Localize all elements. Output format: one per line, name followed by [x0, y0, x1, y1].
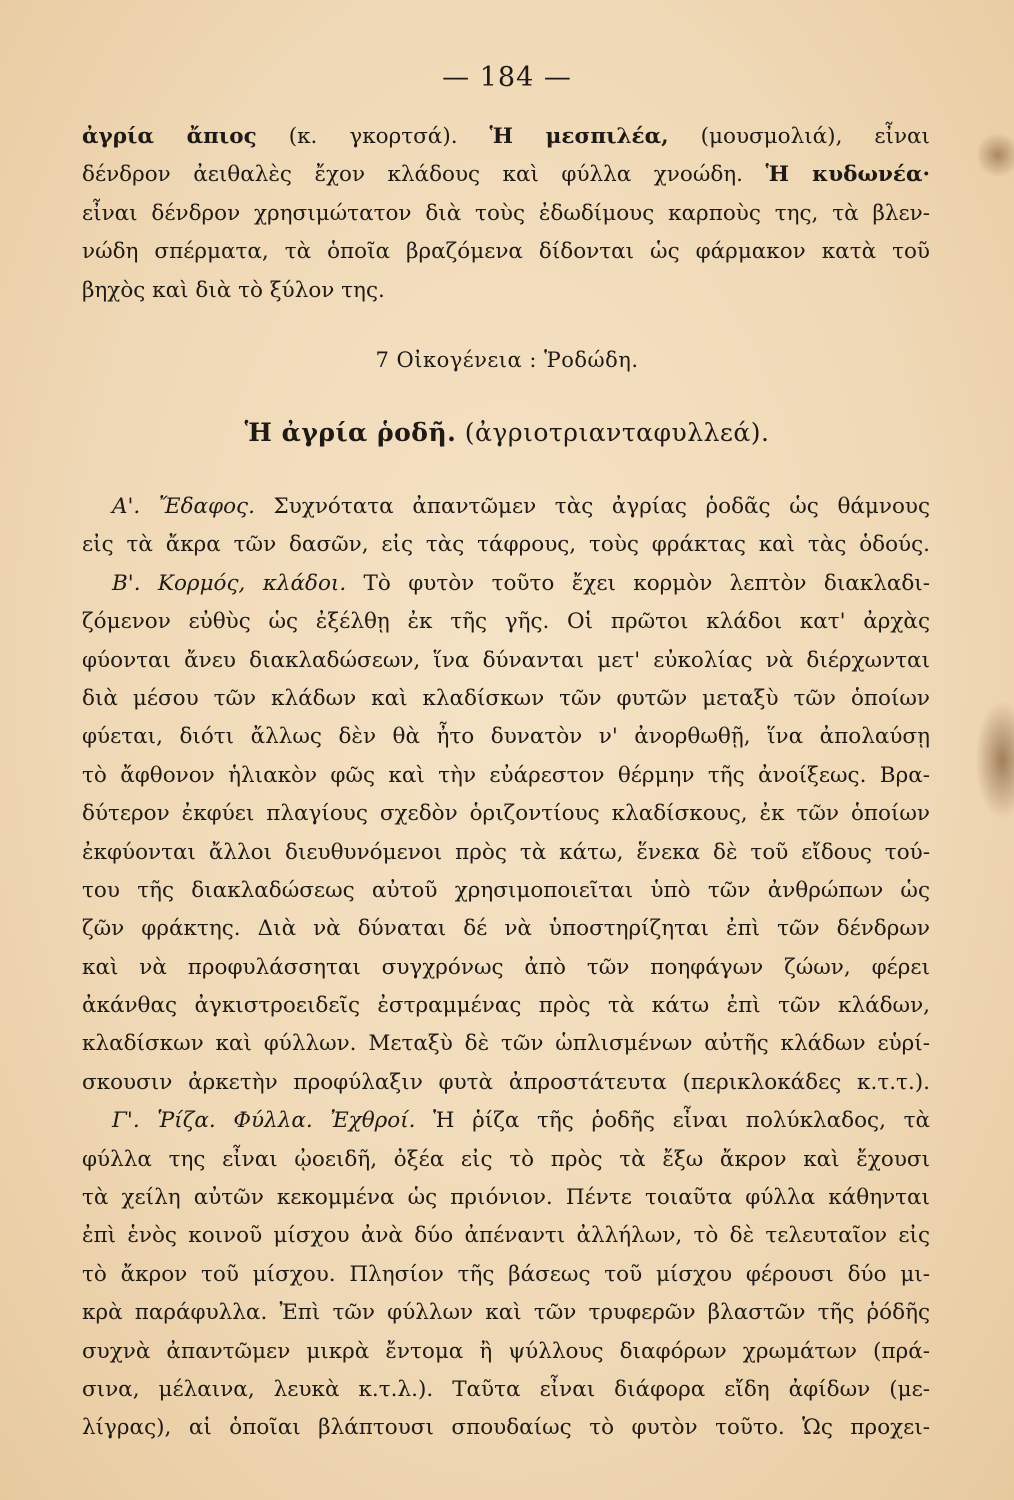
text-run: σκουσιν ἀρκετὴν προφύλαξιν φυτὰ ἀπροστάτευτα (περικλοκάδες κ.τ.τ.).: [82, 1069, 930, 1095]
text-run: φύονται ἄνευ διακλαδώσεων, ἵνα δύνανται μετ' εὐκολίας νὰ διέρχωνται: [82, 647, 930, 673]
text-run: ζῶν φράκτης. Διὰ νὰ δύναται δέ νὰ ὑποστηρίζηται ἐπὶ τῶν δένδρων: [82, 916, 930, 942]
text-run: τὰ χείλη αὐτῶν κεκομμένα ὡς πριόνιον. Πέντε τοιαῦτα φύλλα κάθηνται: [82, 1185, 930, 1211]
text-line: [82, 757, 930, 795]
bold-term: Ἡ κυδωνέα·: [765, 162, 930, 188]
text-line: [82, 1217, 930, 1255]
page-number: — 184 —: [442, 62, 572, 93]
text-line: [82, 1294, 930, 1332]
text-run: δύτερον ἐκφύει πλαγίους σχεδὸν ὁριζοντίους κλαδίσκους, ἐκ τῶν ὁποίων: [82, 801, 930, 827]
text-line: [82, 1179, 930, 1217]
text-run: ζόμενον εὐθὺς ὡς ἐξέλθῃ ἐκ τῆς γῆς. Οἱ πρῶτοι κλάδοι κατ' ἀρχὰς: [82, 609, 930, 635]
italic-heading: Β'. Κορμός, κλάδοι.: [112, 570, 347, 596]
text-line: [82, 272, 930, 310]
text-line: [82, 1333, 930, 1371]
text-run: ἐπὶ ἑνὸς κοινοῦ μίσχου ἀνὰ δύο ἀπέναντι ἀλλήλων, τὸ δὲ τελευταῖον εἰς: [82, 1223, 930, 1249]
text-run: Ἡ ῥίζα τῆς ῥοδῆς εἶναι πολύκλαδος, τὰ: [415, 1108, 930, 1134]
text-line: [82, 1141, 930, 1179]
text-line: [82, 1409, 930, 1447]
text-line: [82, 118, 930, 156]
text-run: τὸ ἄφθονον ἡλιακὸν φῶς καὶ τὴν εὐάρεστον θέρμην τῆς ἀνοίξεως. Βρα-: [82, 762, 930, 788]
text-run: δένδρον ἀειθαλὲς ἔχον κλάδους καὶ φύλλα χνοώδη.: [82, 162, 766, 188]
text-run: συχνὰ ἀπαντῶμεν μικρὰ ἔντομα ἢ ψύλλους διαφόρων χρωμάτων (πρά-: [82, 1338, 930, 1364]
text-line: [82, 1102, 930, 1140]
text-run: εἶναι δένδρον χρησιμώτατον διὰ τοὺς ἐδωδίμους καρποὺς της, τὰ βλεν-: [82, 200, 930, 226]
bold-term: Ἡ μεσπιλέα,: [489, 124, 669, 149]
text-line: [82, 1256, 930, 1294]
text-run: ἐκφύονται ἄλλοι διευθυνόμενοι πρὸς τὰ κάτω, ἕνεκα δὲ τοῦ εἴδους τού-: [82, 839, 930, 865]
text-line: [82, 195, 930, 233]
text-line: [82, 910, 930, 948]
text-line: [82, 488, 930, 526]
text-run: σινα, μέλαινα, λευκὰ κ.τ.λ.). Ταῦτα εἶναι διάφορα εἴδη ἀφίδων (με-: [82, 1376, 930, 1402]
text-line: [82, 872, 930, 910]
text-run: κρὰ παράφυλλα. Ἐπὶ τῶν φύλλων καὶ τῶν τρυφερῶν βλαστῶν τῆς ῥόδῆς: [82, 1300, 930, 1326]
text-run: του τῆς διακλαδώσεως αὐτοῦ χρησιμοποιεῖται ὑπὸ τῶν ἀνθρώπων ὡς: [82, 877, 930, 903]
text-line: [82, 949, 930, 987]
text-run: φύεται, διότι ἄλλως δὲν θὰ ἦτο δυνατὸν ν' ἀνορθωθῇ, ἵνα ἀπολαύσῃ: [82, 724, 930, 750]
italic-heading: Α'. Ἔδαφος.: [112, 494, 255, 519]
text-run: φύλλα της εἶναι ᾠοειδῆ, ὀξέα εἰς τὸ πρὸς τὰ ἔξω ἄκρον καὶ ἔχουσι: [82, 1146, 930, 1172]
text-line: [82, 1025, 930, 1063]
text-line: [82, 642, 930, 680]
text-line: [82, 526, 930, 564]
text-run: καὶ νὰ προφυλάσσηται συγχρόνως ἀπὸ τῶν ποηφάγων ζώων, φέρει: [82, 954, 930, 980]
text-run: κλαδίσκων καὶ φύλλων. Μεταξὺ δὲ τῶν ὡπλισμένων αὐτῆς κλάδων εὑρί-: [82, 1031, 930, 1057]
text-line: [82, 233, 930, 271]
text-run: εἰς τὰ ἄκρα τῶν δασῶν, εἰς τὰς τάφρους, τοὺς φράκτας καὶ τὰς ὁδούς.: [82, 532, 930, 558]
text-line: [82, 156, 930, 194]
text-run: βηχὸς καὶ διὰ τὸ ξύλον της.: [82, 277, 385, 303]
text-run: Συχνότατα ἀπαντῶμεν τὰς ἀγρίας ῥοδᾶς ὡς θάμνους: [254, 494, 930, 519]
text-line: [82, 987, 930, 1025]
text-line: [82, 834, 930, 872]
section-title-main: Ἡ ἀγρία ῥοδῆ.: [244, 418, 457, 447]
section-title: [0, 418, 1014, 447]
paper-stain-right: [975, 700, 1014, 820]
text-run: (μουσμολιά), εἶναι: [668, 124, 930, 149]
text-line: [82, 1064, 930, 1102]
text-line: [82, 680, 930, 718]
text-run: λίγρας), αἱ ὁποῖαι βλάπτουσι σπουδαίως τὸ φυτὸν τοῦτο. Ὡς προχει-: [82, 1415, 930, 1441]
text-line: [82, 565, 930, 603]
bold-term: ἀγρία ἄπιος: [82, 124, 257, 149]
text-run: τὸ ἄκρον τοῦ μίσχου. Πλησίον τῆς βάσεως τοῦ μίσχου φέρουσι δύο μι-: [82, 1261, 930, 1287]
text-run: Τὸ φυτὸν τοῦτο ἔχει κορμὸν λεπτὸν διακλαδι-: [346, 570, 930, 596]
text-line: [82, 718, 930, 756]
text-run: ἀκάνθας ἀγκιστροειδεῖς ἐστραμμένας πρὸς τὰ κάτω ἐπὶ τῶν κλάδων,: [82, 993, 930, 1019]
italic-heading: Γ'. Ῥίζα. Φύλλα. Ἐχθροί.: [112, 1108, 416, 1134]
text-run: διὰ μέσου τῶν κλάδων καὶ κλαδίσκων τῶν φυτῶν μεταξὺ τῶν ὁποίων: [82, 685, 930, 711]
text-line: [82, 1371, 930, 1409]
paper-stain-top-right: [978, 130, 1014, 180]
text-run: (κ. γκορτσά).: [256, 124, 490, 149]
paragraph-wild-rose: [82, 488, 930, 1448]
paragraph-plants: [82, 118, 930, 310]
text-line: [82, 603, 930, 641]
text-line: [82, 795, 930, 833]
text-run: νώδη σπέρματα, τὰ ὁποῖα βραζόμενα δίδονται ὡς φάρμακον κατὰ τοῦ: [82, 239, 930, 265]
family-heading: 7 Οἰκογένεια : Ῥοδώδη.: [375, 348, 639, 372]
section-title-subtitle: (ἀγριοτριανταφυλλεά).: [456, 418, 770, 447]
